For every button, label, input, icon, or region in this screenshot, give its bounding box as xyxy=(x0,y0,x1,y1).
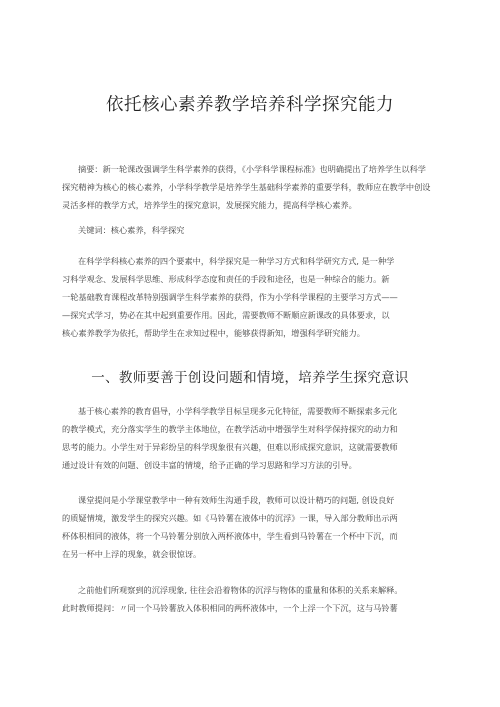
abstract-line: 探究精神为核心的核心素养，小学科学教学是培养学生基础科学素养的重要学科，教师应在教学中创设 xyxy=(62,182,431,192)
paragraph-line: 的质疑情境，激发学生的探究兴趣。如《马铃薯在液体中的沉浮》一课，导入部分教师出示两 xyxy=(62,513,398,523)
paragraph-line: 思考的能力。小学生对于异彩纷呈的科学现象很有兴趣，但难以形成探究意识，这就需要教师 xyxy=(62,442,398,452)
keywords-line: 关键词：核心素养，科学探究 xyxy=(78,225,185,235)
paragraph-questioning xyxy=(62,491,444,563)
paragraph-sinking-floating xyxy=(62,581,444,617)
abstract-line: 摘要：新一轮课改强调学生科学素养的获得，《小学科学课程标准》也明确提出了培养学生以科学 xyxy=(78,164,426,174)
paragraph-line: 在科学学科核心素养的四个要素中，科学探究是一种学习方式和科学研究方式, 是一种学 xyxy=(78,256,395,266)
paragraph-line: 此时教师提问：〃同一个马铃薯放入体积相同的两杯液体中，一个上浮一个下沉，这与马铃薯 xyxy=(62,603,398,613)
abstract xyxy=(62,160,444,214)
paragraph-line: 习科学观念、发展科学思维、形成科学态度和责任的手段和途径，也是一种综合的能力。新 xyxy=(62,274,390,284)
abstract-line: 灵活多样的教学方式，培养学生的探究意识，发展探究能力，提高科学核心素养。 xyxy=(62,200,357,210)
paragraph-line: 核心素养教学为依托，帮助学生在求知过程中，能够获得新知，增强科学研究能力。 xyxy=(62,328,365,338)
paragraph-core-literacy xyxy=(62,402,444,474)
section-heading: 一、教师要善于创设问题和情境，培养学生探究意识 xyxy=(91,370,409,386)
keywords xyxy=(62,221,444,239)
paragraph-line: 在另一杯中上浮的现象，就会很惊讶。 xyxy=(62,549,202,559)
paragraph-line: 的教学模式，充分落实学生的教学主体地位，在教学活动中增强学生对科学保持探究的动力和 xyxy=(62,424,398,434)
paragraph-line: 课堂提问是小学课堂教学中一种有效师生沟通手段，教师可以设计精巧的问题, 创设良好 xyxy=(78,495,395,505)
paragraph-line: 杯体积相同的液体，将一个马铃薯分别放入两杯液体中，学生看到马铃薯在一个杯中下沉，而 xyxy=(62,531,398,541)
paragraph-line: 一轮基础教育课程改革特别强调学生科学素养的获得，作为小学科学课程的主要学习方式—— xyxy=(62,292,398,302)
paragraph-line: 之前他们所观察到的沉浮现象, 往往会沿着物体的沉浮与物体的重量和体积的关系来解释。 xyxy=(78,585,403,595)
paragraph-line: 基于核心素养的教育倡导，小学科学教学目标呈现多元化特征，需要教师不断探索多元化 xyxy=(78,406,398,416)
document-title: 依托核心素养教学培养科学探究能力 xyxy=(106,95,394,115)
paragraph-line: 通过设计有效的问题、创设丰富的情境，给予正确的学习思路和学习方法的引导。 xyxy=(62,460,357,470)
paragraph-line: —探究式学习，势必在其中起到重要作用。因此，需要教师不断顺应新课改的具体要求，以 xyxy=(62,310,390,320)
paragraph-intro xyxy=(62,252,444,342)
